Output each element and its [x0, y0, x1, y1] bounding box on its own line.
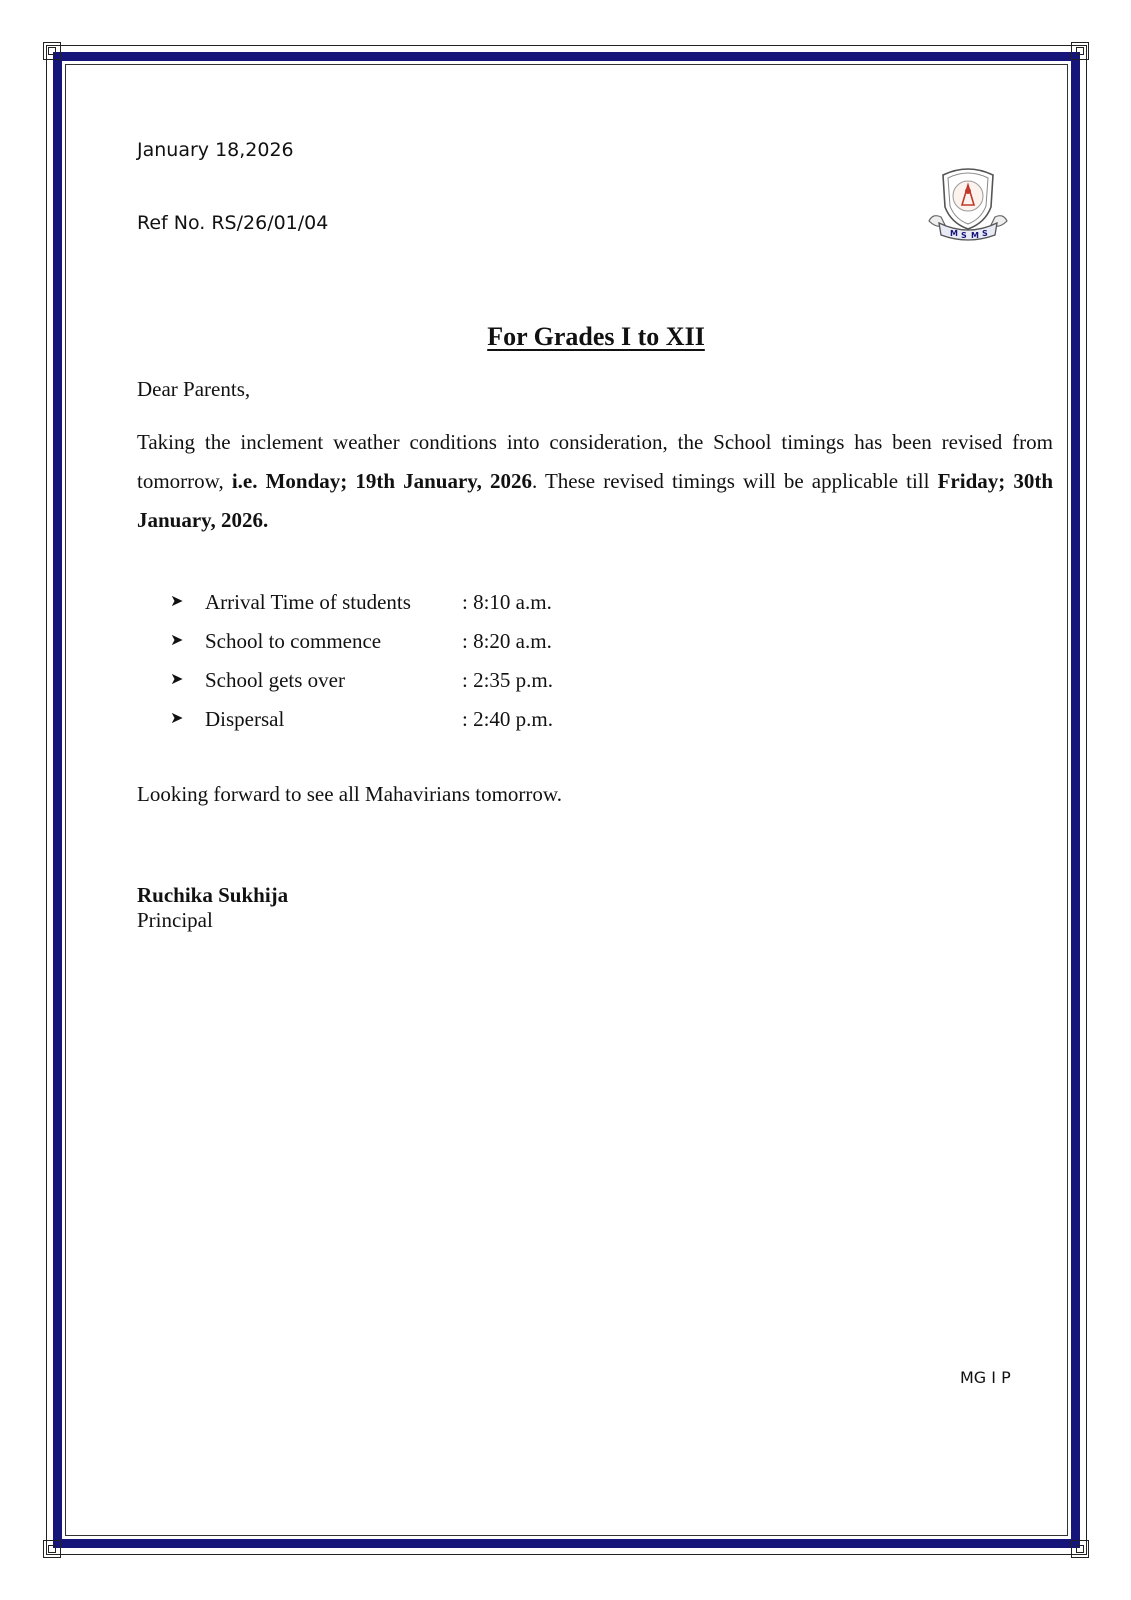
border-corner-ornament: [1071, 1540, 1089, 1558]
schedule-row: [170, 668, 670, 707]
logo-letter: S: [961, 231, 967, 240]
body-date-start: i.e. Monday; 19th January, 2026: [231, 469, 532, 493]
logo-letter: M: [971, 231, 979, 240]
schedule-label: School to commence: [205, 629, 382, 653]
body-date-end: Friday; 30th January, 2026.: [137, 469, 1054, 532]
signatory-name: Ruchika Sukhija: [137, 883, 289, 907]
body-text: Taking the inclement weather conditions into consideration, the School timings has been revised from tomorrow,: [137, 430, 1053, 493]
schedule-row: [170, 590, 670, 629]
body-text: . These revised timings will be applicable till: [532, 469, 930, 493]
notice-body: [137, 423, 1053, 540]
border-corner-ornament: [43, 1540, 61, 1558]
arrow-bullet-icon: ➤: [170, 632, 184, 649]
reference-number: Ref No. RS/26/01/04: [137, 212, 329, 234]
timing-schedule: [170, 590, 670, 746]
arrow-bullet-icon: ➤: [170, 710, 184, 727]
schedule-time: : 2:35 p.m.: [462, 668, 554, 692]
signatory-title: Principal: [137, 908, 213, 932]
schedule-time: : 2:40 p.m.: [462, 707, 554, 731]
arrow-bullet-icon: ➤: [170, 593, 184, 610]
arrow-bullet-icon: ➤: [170, 671, 184, 688]
logo-letter: S: [982, 229, 988, 238]
schedule-time: : 8:10 a.m.: [462, 590, 552, 614]
closing-line: Looking forward to see all Mahavirians tomorrow.: [137, 782, 562, 806]
schedule-label: Arrival Time of students: [205, 590, 411, 614]
letter-date: January 18,2026: [137, 139, 294, 161]
school-crest-logo: [925, 163, 1011, 245]
schedule-label: Dispersal: [205, 707, 285, 731]
schedule-label: School gets over: [205, 668, 345, 692]
notice-title: For Grades I to XII: [487, 322, 705, 351]
schedule-row: [170, 707, 670, 746]
schedule-time: : 8:20 a.m.: [462, 629, 552, 653]
footer-initials: MG I P: [960, 1368, 1011, 1387]
border-corner-ornament: [43, 42, 61, 60]
salutation: Dear Parents,: [137, 377, 251, 401]
border-corner-ornament: [1071, 42, 1089, 60]
logo-letter: M: [950, 229, 958, 238]
schedule-row: [170, 629, 670, 668]
